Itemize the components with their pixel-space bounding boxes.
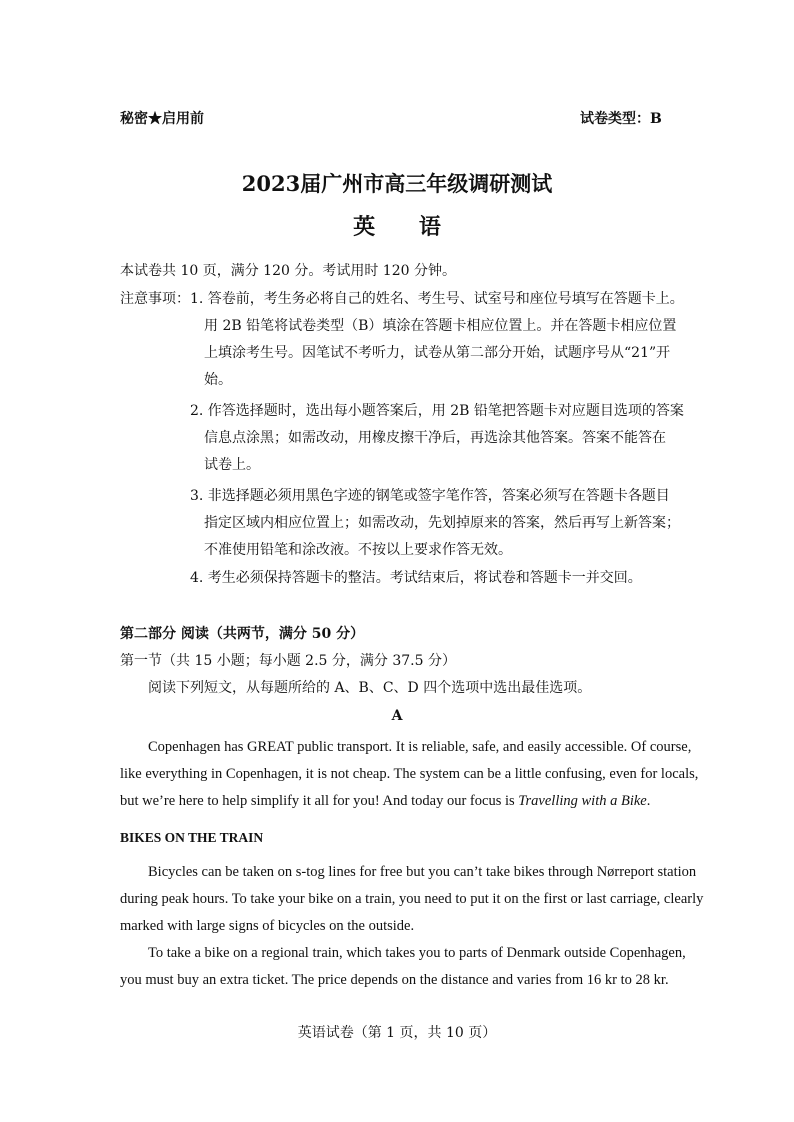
note-item-3-line-1: 3. 非选择题必须用黑色字迹的钢笔或签字笔作答，答案必须写在答题卡各题目 xyxy=(190,488,670,504)
passage-paragraph-1-line-2: like everything in Copenhagen, it is not cheap. The system can be a little confusing, even for locals, xyxy=(120,766,699,782)
passage-section-heading: BIKES ON THE TRAIN xyxy=(120,830,264,845)
exam-intro: 本试卷共 10 页，满分 120 分。考试用时 120 分钟。 xyxy=(120,263,456,279)
confidential-label: 秘密★启用前 xyxy=(120,111,204,127)
note-item-1-line-2: 用 2B 铅笔将试卷类型（B）填涂在答题卡相应位置上。并在答题卡相应位置 xyxy=(204,318,677,334)
part-two-heading: 第二部分 阅读（共两节，满分 50 分） xyxy=(120,626,365,642)
note-item-2-line-3: 试卷上。 xyxy=(204,457,260,473)
passage-text: but we’re here to help simplify it all for you! And today our focus is xyxy=(120,793,519,809)
note-item-1-line-4: 始。 xyxy=(204,372,232,388)
paper-type-label: 试卷类型：B xyxy=(580,111,662,127)
page-footer: 英语试卷（第 1 页，共 10 页） xyxy=(297,1025,497,1041)
note-item-3-line-3: 不准使用铅笔和涂改液。不按以上要求作答无效。 xyxy=(204,542,512,558)
note-item-4-line-1: 4. 考生必须保持答题卡的整洁。考试结束后，将试卷和答题卡一并交回。 xyxy=(190,570,642,586)
passage-paragraph-3-line-2: you must buy an extra ticket. The price depends on the distance and varies from 16 kr to 28 kr. xyxy=(120,972,669,988)
section-one-heading: 第一节（共 15 小题；每小题 2.5 分，满分 37.5 分） xyxy=(120,653,456,669)
exam-title: 2023届广州市高三年级调研测试 xyxy=(241,171,553,196)
passage-paragraph-2-line-2: during peak hours. To take your bike on a train, you need to put it on the first or last carriage, clearly xyxy=(120,891,704,907)
passage-text-end: . xyxy=(646,793,651,809)
reading-instruction: 阅读下列短文，从每题所给的 A、B、C、D 四个选项中选出最佳选项。 xyxy=(148,680,592,696)
passage-paragraph-1-line-3 xyxy=(120,793,650,810)
note-item-2-line-2: 信息点涂黑；如需改动，用橡皮擦干净后，再选涂其他答案。答案不能答在 xyxy=(204,430,666,446)
note-item-2-line-1: 2. 作答选择题时，选出每小题答案后，用 2B 铅笔把答题卡对应题目选项的答案 xyxy=(190,403,684,419)
note-item-1-line-1: 1. 答卷前，考生务必将自己的姓名、考生号、试室号和座位号填写在答题卡上。 xyxy=(190,291,684,307)
passage-italic-title: Travelling with a Bike xyxy=(518,793,647,809)
note-item-1-line-3: 上填涂考生号。因笔试不考听力，试卷从第二部分开始，试题序号从“21”开 xyxy=(204,345,671,361)
passage-label: A xyxy=(391,708,403,724)
note-item-3-line-2: 指定区域内相应位置上；如需改动，先划掉原来的答案，然后再写上新答案； xyxy=(204,515,680,531)
notes-label: 注意事项： xyxy=(120,291,190,307)
subject-title: 英 语 xyxy=(353,214,459,240)
passage-paragraph-2-line-3: marked with large signs of bicycles on the outside. xyxy=(120,918,415,934)
passage-paragraph-3-line-1: To take a bike on a regional train, which takes you to parts of Denmark outside Copenhagen, xyxy=(148,945,686,961)
passage-paragraph-2-line-1: Bicycles can be taken on s-tog lines for free but you can’t take bikes through Nørreport station xyxy=(148,864,697,880)
passage-paragraph-1-line-1: Copenhagen has GREAT public transport. It is reliable, safe, and easily accessible. Of course, xyxy=(148,739,692,755)
